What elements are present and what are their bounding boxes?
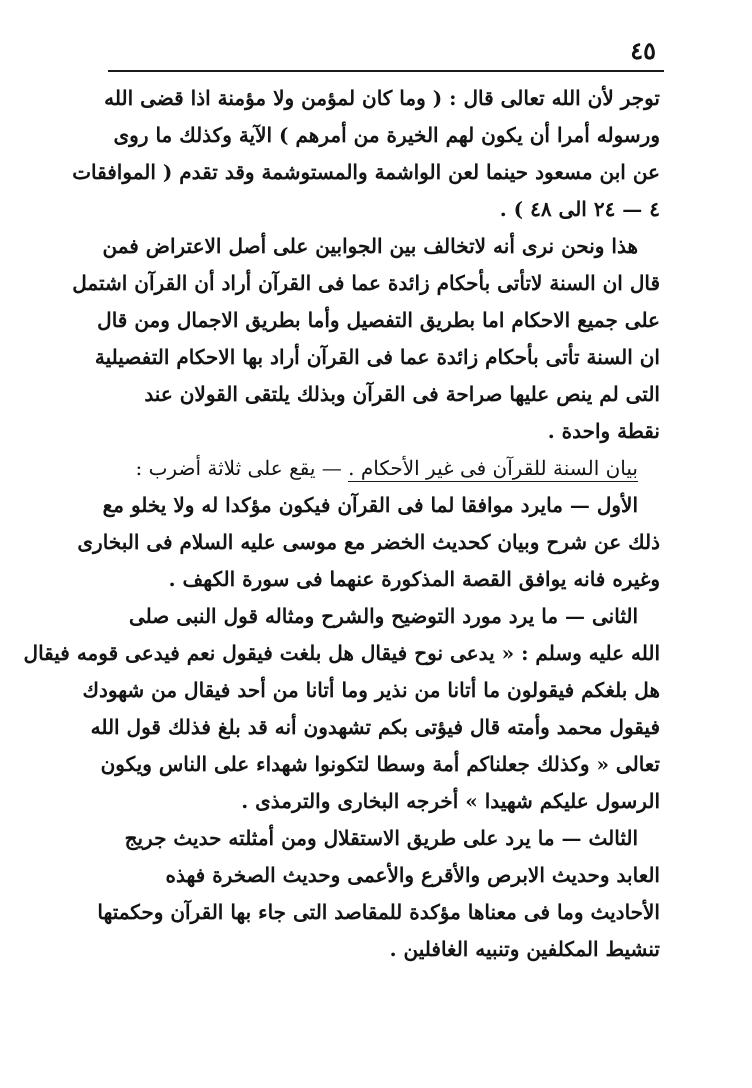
text-line: هل بلغكم فيقولون ما أتانا من نذير وما أتانا من أحد فيقال من شهودك: [82, 678, 660, 702]
section-heading-line: [90, 450, 660, 487]
text-line: فيقول محمد وأمته قال فيؤتى بكم تشهدون أنه قد بلغ فذلك قول الله: [90, 715, 660, 739]
page-number: ٤٥: [630, 36, 656, 65]
text-line: توجر لأن الله تعالى قال : ( وما كان لمؤمن ولا مؤمنة اذا قضى الله: [104, 86, 660, 110]
text-line: الرسول عليكم شهيدا » أخرجه البخارى والترمذى .: [241, 789, 660, 813]
text-line: الأول — مايرد موافقا لما فى القرآن فيكون مؤكدا له ولا يخلو مع: [102, 493, 638, 517]
text-line: العابد وحديث الابرص والأقرع والأعمى وحديث الصخرة فهذه: [165, 863, 660, 887]
text-line: الأحاديث وما فى معناها مؤكدة للمقاصد التى جاء بها القرآن وحكمتها: [97, 900, 660, 924]
text-line: ان السنة تأتى بأحكام زائدة عما فى القرآن أراد بها الاحكام التفصيلية: [94, 345, 660, 369]
section-heading-rest: — يقع على ثلاثة أضرب :: [135, 456, 349, 480]
text-line: نقطة واحدة .: [547, 419, 660, 443]
text-line: عن ابن مسعود حينما لعن الواشمة والمستوشمة وقد تقدم ( الموافقات: [72, 160, 660, 184]
text-line: قال ان السنة لاتأتى بأحكام زائدة عما فى القرآن أراد أن القرآن اشتمل: [72, 271, 660, 295]
header-rule: [108, 70, 664, 72]
text-line: الثالث — ما يرد على طريق الاستقلال ومن أمثلته حديث جريج: [124, 826, 638, 850]
text-line: تعالى « وكذلك جعلناكم أمة وسطا لتكونوا شهداء على الناس ويكون: [100, 752, 660, 776]
text-line: الله عليه وسلم : « يدعى نوح فيقال هل بلغت فيقول نعم فيدعى قومه فيقال: [23, 641, 660, 665]
text-line: ٤ — ٢٤ الى ٤٨ ) .: [499, 197, 660, 221]
text-line: وغيره فانه يوافق القصة المذكورة عنهما فى سورة الكهف .: [168, 567, 660, 591]
body-text: [23, 80, 660, 968]
text-line: تنشيط المكلفين وتنبيه الغافلين .: [389, 937, 660, 961]
text-line: الثانى — ما يرد مورد التوضيح والشرح ومثاله قول النبى صلى: [128, 604, 638, 628]
text-line: التى لم ينص عليها صراحة فى القرآن وبذلك يلتقى القولان عند: [144, 382, 660, 406]
text-line: ذلك عن شرح وبيان كحديث الخضر مع موسى عليه السلام فى البخارى: [77, 530, 660, 554]
section-heading: بيان السنة للقرآن فى غير الأحكام .: [348, 456, 638, 480]
text-line: هذا ونحن نرى أنه لاتخالف بين الجوابين على أصل الاعتراض فمن: [102, 234, 638, 258]
text-line: ورسوله أمرا أن يكون لهم الخيرة من أمرهم ) الآية وكذلك ما روى: [113, 123, 660, 147]
text-line: على جميع الاحكام اما بطريق التفصيل وأما بطريق الاجمال ومن قال: [97, 308, 660, 332]
